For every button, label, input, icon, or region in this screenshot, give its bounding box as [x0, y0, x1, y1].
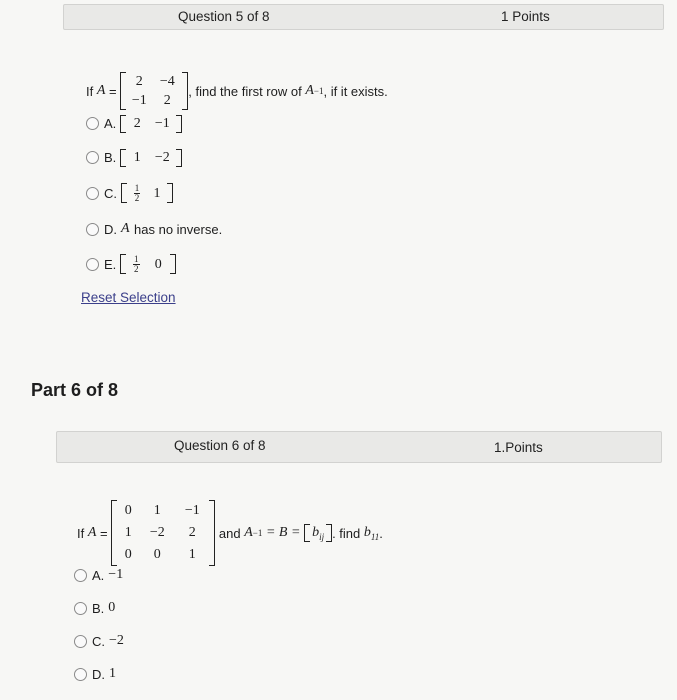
radio-button[interactable] [86, 117, 99, 130]
b11-subscript: 11 [370, 531, 380, 542]
option-text: has no inverse. [134, 221, 223, 237]
radio-button[interactable] [74, 635, 87, 648]
matrix-A-6 [111, 500, 215, 566]
radio-button[interactable] [74, 569, 87, 582]
b11-symbol: b [363, 524, 371, 540]
option-a[interactable] [74, 567, 123, 583]
bij-symbol: b [312, 524, 320, 540]
question-5-stem [86, 72, 388, 110]
stem-equals: = [100, 525, 108, 541]
radio-button[interactable] [86, 258, 99, 271]
stem-if: If [77, 525, 85, 541]
matrix-cell: 2 [163, 93, 171, 108]
row-vector [121, 183, 173, 203]
vector-entry: 0 [154, 256, 162, 272]
option-d[interactable] [86, 220, 222, 238]
matrix-cell: −2 [149, 525, 165, 540]
vector-entry: 2 [133, 116, 141, 131]
row-vector [120, 254, 176, 274]
matrix-cell: 1 [153, 503, 161, 518]
option-label: B. [104, 150, 117, 165]
option-label: C. [92, 633, 105, 649]
matrix-cell: 1 [188, 547, 196, 562]
option-value: 0 [108, 600, 116, 615]
option-label: A. [104, 116, 117, 131]
points-label: 1 Points [501, 9, 550, 24]
option-label: A. [92, 567, 105, 583]
stem-matrix-name: A [87, 525, 97, 540]
option-label: D. [92, 666, 105, 682]
row-vector [120, 148, 182, 167]
matrix-cell: 0 [124, 547, 132, 562]
stem-if: If [86, 83, 94, 99]
inverse-exponent: −1 [313, 86, 324, 96]
matrix-cell: −4 [159, 74, 175, 89]
option-value: −1 [108, 567, 124, 582]
question-5-header [63, 4, 664, 30]
option-label: E. [104, 256, 117, 272]
stem-equals-B: = B = [265, 525, 301, 540]
option-b[interactable] [86, 148, 182, 167]
option-e[interactable] [86, 254, 176, 274]
option-d[interactable] [74, 666, 116, 682]
radio-button[interactable] [74, 602, 87, 615]
option-c[interactable] [86, 183, 173, 203]
option-value: 1 [109, 666, 116, 681]
option-label: B. [92, 600, 105, 616]
question-title: Question 5 of 8 [178, 9, 270, 24]
option-c[interactable] [74, 633, 124, 649]
question-title: Question 6 of 8 [174, 438, 266, 453]
stem-inverse-name: A [244, 525, 253, 540]
reset-selection-link[interactable]: Reset Selection [81, 290, 176, 305]
bracket-bij [304, 524, 332, 542]
matrix-cell: 0 [153, 547, 161, 562]
matrix-cell: 1 [124, 525, 132, 540]
vector-entry: −2 [154, 150, 170, 165]
vector-entry: 1 [133, 150, 141, 165]
option-matrix-name: A [121, 221, 130, 236]
fraction [126, 255, 146, 274]
matrix-cell: 2 [188, 525, 196, 540]
option-label: C. [104, 185, 117, 201]
radio-button[interactable] [74, 668, 87, 681]
option-value: −2 [109, 633, 124, 648]
matrix-cell: −1 [131, 93, 147, 108]
stem-text: , find the first row of [188, 83, 302, 99]
row-vector [120, 114, 182, 133]
stem-period: . [379, 525, 383, 541]
radio-button[interactable] [86, 223, 99, 236]
radio-button[interactable] [86, 187, 99, 200]
bij-subscript: ij [319, 531, 325, 542]
matrix-cell: 2 [135, 74, 143, 89]
matrix-cell: −1 [184, 503, 200, 518]
vector-entry: 1 [153, 185, 161, 201]
vector-entry: −1 [154, 116, 170, 131]
fraction-denominator: 2 [134, 192, 140, 203]
option-a[interactable] [86, 114, 182, 133]
part-heading: Part 6 of 8 [31, 380, 119, 400]
stem-matrix-name: A [96, 83, 106, 98]
fraction-numerator: 1 [134, 182, 140, 193]
radio-button[interactable] [86, 151, 99, 164]
stem-inverse-name: A [305, 83, 314, 98]
matrix-A-5 [120, 72, 188, 110]
fraction-denominator: 2 [134, 263, 139, 274]
stem-and: and [218, 525, 241, 541]
inverse-exponent: −1 [252, 528, 263, 538]
option-b[interactable] [74, 600, 115, 616]
option-label: D. [104, 221, 117, 237]
stem-end: , if it exists. [323, 83, 388, 99]
points-label: 1.Points [494, 440, 543, 455]
stem-equals: = [109, 83, 117, 99]
matrix-cell: 0 [124, 503, 132, 518]
question-6-header [56, 431, 662, 463]
stem-find: . find [332, 525, 361, 541]
question-6-stem [77, 500, 383, 566]
fraction [127, 184, 147, 203]
fraction-numerator: 1 [134, 253, 139, 264]
